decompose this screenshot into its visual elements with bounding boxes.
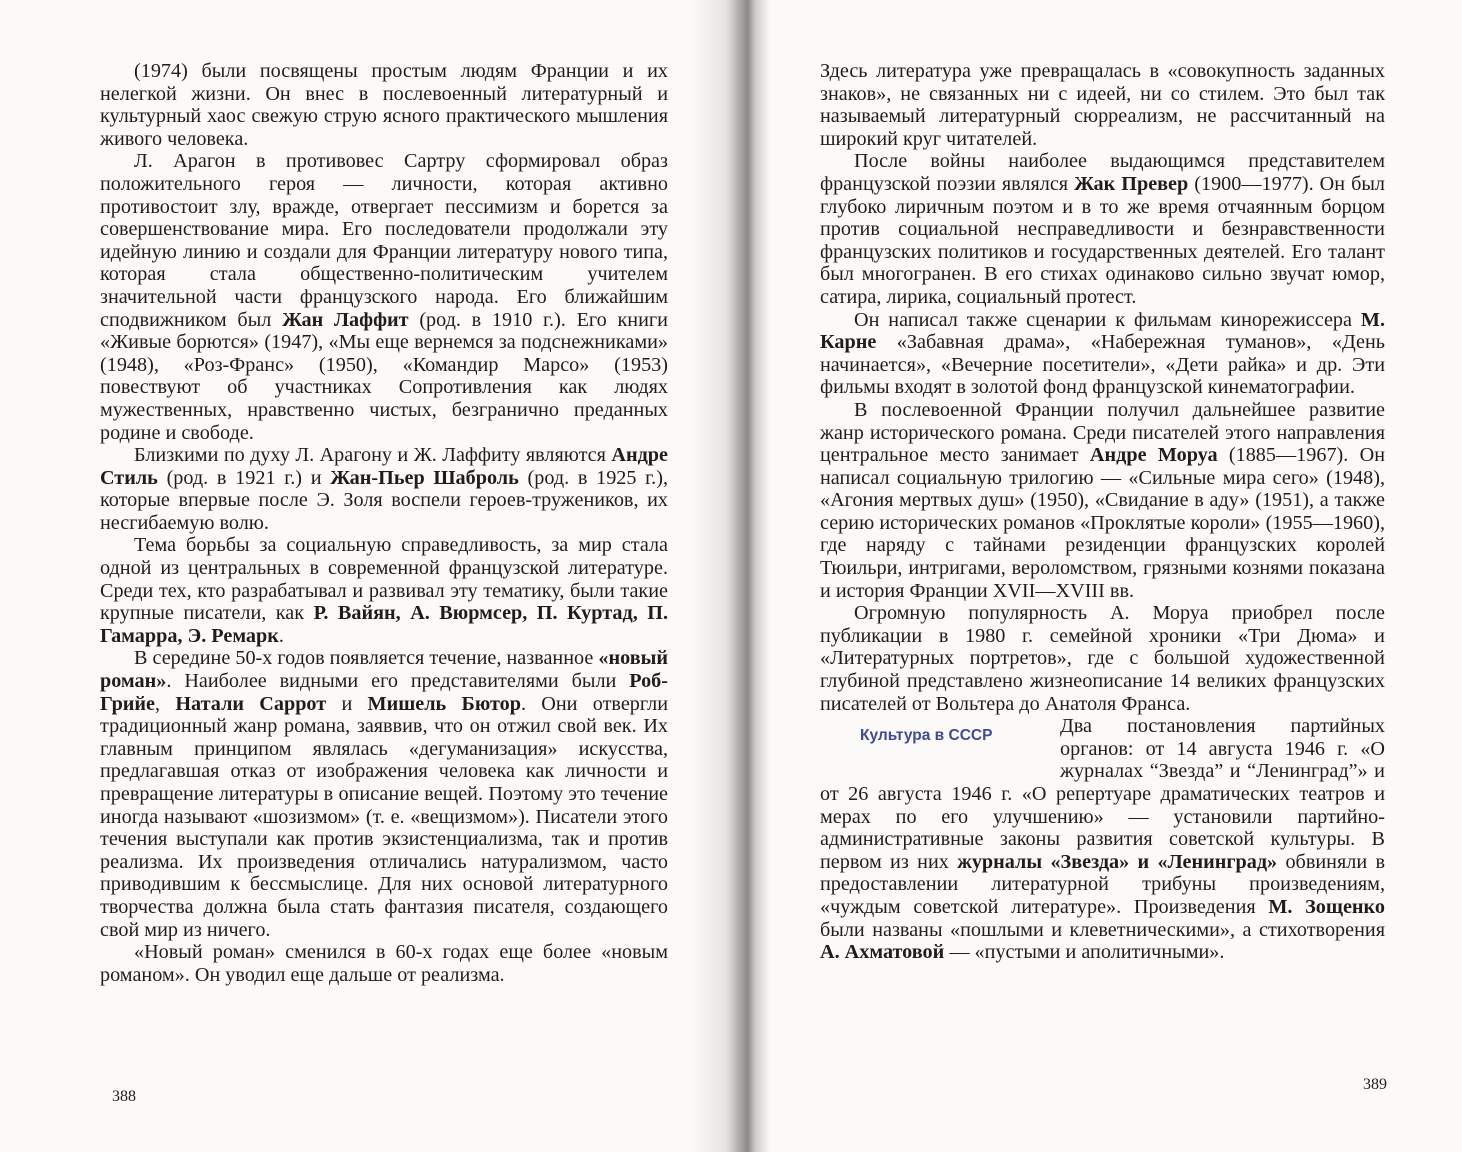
text-run: . [278, 624, 284, 647]
page-number-right: 389 [1363, 1076, 1387, 1093]
text-run: В послевоенной Франции получил дальнейшее развитие жанр исторического романа. Среди писателей этого направления центральное место занимает [820, 398, 1385, 467]
left-page [0, 0, 730, 1152]
text-run: были названы «пошлыми и клеветническими», а стихотворения [820, 918, 1385, 941]
paragraph [820, 399, 1385, 602]
bold-name: журналы «Звезда» и «Ленинград» [957, 850, 1278, 873]
text-run: (род. в 1910 г.). Его книги «Живые борются» (1947), «Мы еще вернемся за подснежниками» (1948), «Роз-Франс» (1950), «Командир Марсо» (1953) повествуют об участниках Сопротивления как людях мужественных, нравственно чистых, безгранично преданных родине и свободе. [100, 308, 668, 444]
paragraph [100, 534, 668, 647]
paragraph [820, 715, 1385, 964]
text-run: Он написал также сценарии к фильмам кинорежиссера [854, 308, 1361, 331]
section-sidehead: Культура в СССР [860, 727, 993, 745]
text-run: обвиняли в предоставлении литературной трибуны произведениям, «чуждым советской литературе». Произведения [820, 850, 1385, 918]
bold-name: Андре Стиль [100, 444, 668, 489]
bold-name: М. Зощенко [1268, 895, 1385, 918]
bold-name: «новый роман» [100, 647, 668, 693]
text-run: «Забавная драма», «Набережная туманов», «День начинается», «Вечерние посетители», «Дети райка» и др. Эти фильмы входят в золотой фонд французской кинематографии. [820, 331, 1385, 399]
paragraph [820, 309, 1385, 399]
page-number-left: 388 [112, 1088, 136, 1105]
text-run: . Наиболее видными его представителями были [166, 670, 630, 693]
text-run: — «пустыми и аполитичными». [944, 941, 1225, 964]
text-run: и [326, 692, 368, 715]
bold-name: Жан Лаффит [282, 308, 409, 331]
book-gutter [690, 0, 770, 1152]
bold-name: Роб-Грийе [100, 670, 668, 715]
paragraph [100, 150, 668, 444]
text-run: (1974) были посвящены простым людям Франции и их нелегкой жизни. Он внес в послевоенный литературный и культурный хаос свежую струю ясного практического мышления живого человека. [100, 60, 668, 150]
text-run: Два постановления партийных органов: от 14 августа 1946 г. «О журналах “Звезда” и “Ленинград”» и от 26 августа 1946 г. «О репертуаре драматических театров и мерах по его улучшению» — установили партийно-административные законы развития советской культуры. В первом из них [820, 715, 1385, 873]
text-run: Огромную популярность А. Моруа приобрел после публикации в 1980 г. семейной хроники «Три Дюма» и «Литературных портретов», где с большой художественной глубиной представлено жизнеописание 14 великих французских писателей от Вольтера до Анатоля Франса. [820, 602, 1385, 715]
text-run: Близкими по духу Л. Арагону и Ж. Лаффиту являются [134, 444, 612, 467]
paragraph [820, 602, 1385, 715]
bold-name: А. Ахматовой [820, 941, 945, 964]
paragraph [820, 150, 1385, 308]
text-run: . Они отвергли традиционный жанр романа, заяввив, что он отжил свой век. Их главным принципом являлась «дегуманизация» искусства, предлагавшая отказ от изображения человека как личности и превращение литературы в описание вещей. Поэтому это течение иногда называют «шозизмом» (т. е. «вещизмом»). Писатели этого течения выступали как против экзистенциализма, так и против реализма. Их произведения отличались натурализмом, часто приводившим к бессмыслице. Для них основой литературного творчества должна была стать фантазия писателя, создающего свой мир из ничего. [100, 692, 669, 941]
paragraph [100, 60, 668, 150]
paragraph [820, 60, 1385, 150]
bold-name: Жак Превер [1074, 172, 1189, 195]
text-run: (1900—1977). Он был глубоко лиричным поэтом и в то же время отчаянным борцом против социальной несправедливости и безнравственности французских политиков и государственных деятелей. Его талант был многогранен. В его стихах одинаково сильно звучат юмор, сатира, лирика, социальный протест. [820, 172, 1385, 308]
bold-name: Р. Вайян, А. Вюрмсер, П. Куртад, П. Гамарра, Э. Ремарк [100, 602, 668, 647]
text-run: (1885—1967). Он написал социальную трилогию — «Сильные мира сего» (1948), «Агония мертвых душ» (1950), «Свидание в аду» (1951), а также серию исторических романов «Проклятые короли» (1955—1960), где наряду с тайнами резиденции французских королей Тюильри, интригами, вероломством, грязными кознями показана и история Франции XVII—XVIII вв. [820, 444, 1385, 602]
bold-name: Натали Саррот [175, 692, 327, 715]
right-page [745, 0, 1462, 1152]
bold-name: Андре Моруа [1089, 444, 1218, 467]
text-run: «Новый роман» сменился в 60-х годах еще более «новым романом». Он уводил еще дальше от реализма. [100, 941, 668, 986]
text-run: В середине 50-х годов появляется течение, названное [134, 647, 599, 670]
right-page-text [820, 60, 1385, 964]
text-run: Л. Арагон в противовес Сартру сформировал образ положительного героя — личности, которая активно противостоит злу, вражде, отвергает пессимизм и борется за совершенствование мира. Его последователи продолжали эту идейную линию и создали для Франции литературу нового типа, которая стала общественно-политическим учителем значительной части французского народа. Его ближайшим сподвижником был [100, 150, 668, 331]
text-run: Здесь литература уже превращалась в «совокупность заданных знаков», не связанных ни с идеей, ни со стилем. Это был так называемый литературный сюрреализм, не рассчитанный на широкий круг читателей. [820, 60, 1385, 150]
paragraph [100, 941, 668, 986]
bold-name: Жан-Пьер Шаброль [330, 466, 519, 489]
paragraph [100, 647, 668, 941]
text-run: , [155, 692, 176, 715]
bold-name: М. Карне [820, 308, 1385, 354]
text-run: После войны наиболее выдающимся представителем французской поэзии являлся [820, 150, 1385, 195]
paragraph [100, 444, 668, 534]
text-run: (род. в 1925 г.), которые впервые после Э. Золя воспели героев-тружеников, их несгибаемую волю. [100, 466, 668, 534]
bold-name: Мишель Бютор [367, 692, 521, 715]
left-page-text [100, 60, 668, 986]
text-run: (род. в 1921 г.) и [157, 466, 331, 489]
text-run: Тема борьбы за социальную справедливость, за мир стала одной из центральных в современной французской литературе. Среди тех, кто разрабатывал и развивал эту тематику, были такие крупные писатели, как [100, 534, 668, 625]
